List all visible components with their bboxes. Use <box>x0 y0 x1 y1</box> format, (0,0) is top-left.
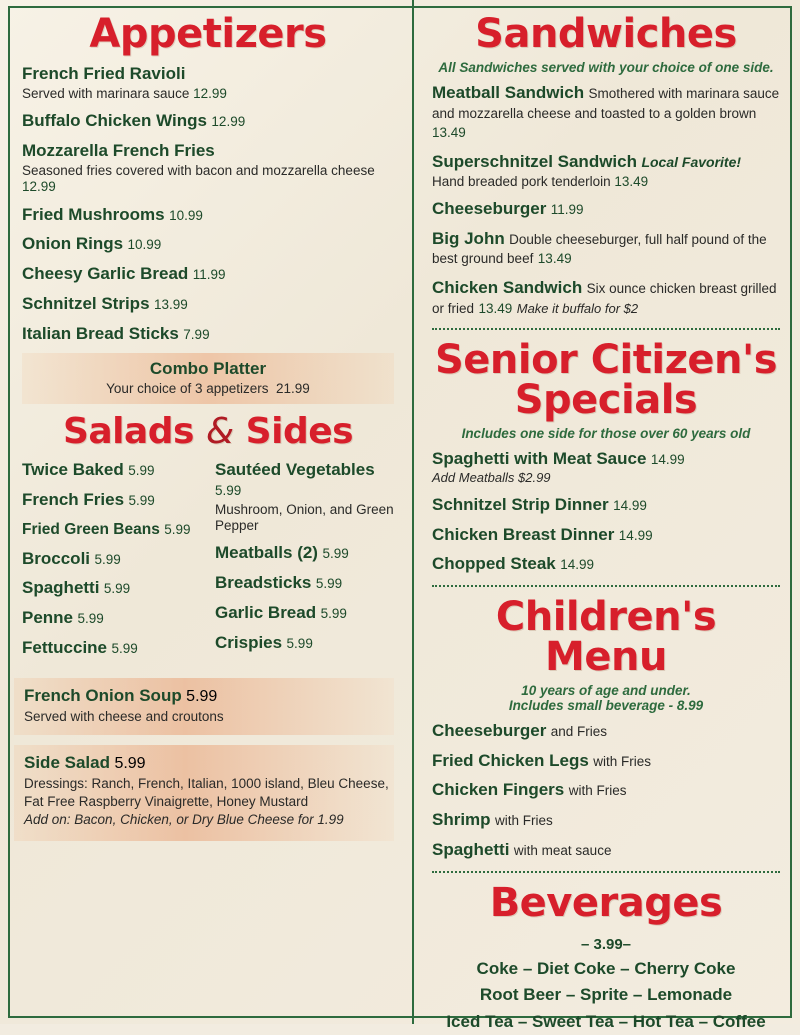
menu-item <box>22 608 201 629</box>
item-price: 5.99 <box>94 551 121 567</box>
menu-item <box>432 525 780 546</box>
menu-item <box>432 751 780 772</box>
item-price: 7.99 <box>183 326 210 342</box>
item-desc: with Fries <box>593 753 652 769</box>
item-name: Garlic Bread <box>215 602 317 622</box>
menu-item <box>22 578 201 599</box>
item-name: Spaghetti with Meat Sauce <box>432 449 647 469</box>
item-name: Chopped Steak <box>432 554 556 574</box>
item-price: 12.99 <box>193 85 227 101</box>
beverages-price: – 3.99– <box>580 935 632 953</box>
item-price: 14.99 <box>613 497 647 513</box>
item-name: Fried Mushrooms <box>22 204 165 224</box>
item-name: Chicken Sandwich <box>432 277 583 297</box>
right-column <box>412 0 800 1031</box>
item-name: Cheeseburger <box>432 198 547 218</box>
item-name: Big John <box>432 228 505 248</box>
item-name: Schnitzel Strip Dinner <box>432 494 609 514</box>
item-desc: Served with cheese and croutons <box>24 708 224 724</box>
sides-column-2 <box>215 460 394 667</box>
item-price: 13.49 <box>478 300 513 316</box>
menu-item <box>22 111 394 132</box>
item-desc: Double cheeseburger, full half pound of the best ground beef <box>432 231 767 267</box>
beverage-line: Coke – Diet Coke – Cherry Coke <box>476 958 736 978</box>
item-price: 14.99 <box>650 452 685 468</box>
item-desc: with meat sauce <box>513 842 612 858</box>
item-price: 11.99 <box>550 201 584 217</box>
item-name: Twice Baked <box>22 460 124 480</box>
item-price: 5.99 <box>322 546 349 562</box>
item-desc: Mushroom, Onion, and Green Pepper <box>215 501 394 533</box>
item-name: Penne <box>22 608 74 628</box>
menu-item <box>432 152 780 190</box>
menu-item <box>432 721 780 742</box>
item-name: French Onion Soup <box>24 685 182 705</box>
item-name: Chicken Breast Dinner <box>432 524 615 544</box>
menu-item <box>432 840 780 861</box>
menu-item <box>432 278 780 318</box>
divider <box>432 328 780 330</box>
item-tag: Local Favorite! <box>641 153 742 170</box>
item-note: Add Meatballs $2.99 <box>432 469 551 485</box>
item-name: Italian Bread Sticks <box>22 323 179 343</box>
combo-desc: Your choice of 3 appetizers 21.99 <box>106 381 310 397</box>
item-desc: Hand breaded pork tenderloin 13.49 <box>432 173 649 189</box>
menu-item <box>432 810 780 831</box>
item-name: Onion Rings <box>22 234 124 254</box>
item-desc: Six ounce chicken breast grilled or fried <box>432 280 777 316</box>
item-price: 13.49 <box>537 251 572 267</box>
item-name: Side Salad <box>24 753 110 773</box>
menu-item <box>432 780 780 801</box>
menu-item <box>22 205 394 226</box>
divider <box>432 585 780 587</box>
menu-item <box>22 549 201 570</box>
item-price: 14.99 <box>560 557 594 573</box>
item-addon: Add on: Bacon, Chicken, or Dry Blue Cheese for 1.99 <box>24 812 344 828</box>
item-name: French Fried Ravioli <box>22 64 186 83</box>
item-price: 5.99 <box>215 483 242 499</box>
salads-sides-heading: Salads & Sides <box>62 411 354 453</box>
item-name: Spaghetti <box>22 578 100 598</box>
item-name: Breadsticks <box>215 573 312 593</box>
french-onion-soup-block <box>14 678 394 736</box>
menu-item <box>215 460 394 534</box>
menu-item <box>215 573 394 594</box>
beverage-line: Iced Tea – Sweet Tea – Hot Tea – Coffee <box>446 1011 766 1031</box>
sandwiches-heading: Sandwiches <box>475 11 737 57</box>
menu-item <box>22 460 201 481</box>
item-desc: Dressings: Ranch, French, Italian, 1000 island, Bleu Cheese, Fat Free Raspberry Vinaigrette, Honey Mustard <box>24 776 389 809</box>
item-name: Chicken Fingers <box>432 780 565 800</box>
item-price: 5.99 <box>77 611 104 627</box>
item-name: Sautéed Vegetables <box>215 460 375 480</box>
menu-item <box>22 64 394 102</box>
item-price: 5.99 <box>320 605 347 621</box>
combo-platter-block <box>22 353 394 404</box>
item-desc: and Fries <box>550 724 608 739</box>
item-price: 10.99 <box>127 237 162 253</box>
item-name: Superschnitzel Sandwich <box>432 151 637 171</box>
senior-note: Includes one side for those over 60 years old <box>461 426 751 442</box>
side-salad-block <box>14 745 394 841</box>
childrens-note: 10 years of age and under. Includes small beverage - 8.99 <box>508 683 704 713</box>
item-price: 13.99 <box>153 296 188 312</box>
item-price: 10.99 <box>169 207 203 223</box>
item-price: 5.99 <box>286 635 313 651</box>
item-price: 5.99 <box>128 463 155 479</box>
item-price: 12.99 <box>211 114 246 130</box>
beverages-heading: Beverages <box>489 879 723 926</box>
item-price: 5.99 <box>114 755 146 773</box>
menu-item <box>215 543 394 564</box>
menu-item <box>215 633 394 654</box>
item-price: 5.99 <box>111 640 138 656</box>
item-price: 5.99 <box>103 581 131 597</box>
item-price: 5.99 <box>186 687 218 705</box>
item-name: Spaghetti <box>432 839 510 859</box>
item-price: 12.99 <box>22 179 56 195</box>
sides-column-1 <box>22 460 201 667</box>
item-name: Cheesy Garlic Bread <box>22 264 189 284</box>
menu-item <box>22 264 394 285</box>
menu-item <box>215 603 394 624</box>
item-price: 5.99 <box>128 493 155 509</box>
item-name: Mozzarella French Fries <box>22 140 215 160</box>
menu-item <box>432 199 780 220</box>
sides-columns <box>22 460 394 667</box>
menu-item <box>432 554 780 575</box>
menu-item <box>432 495 780 516</box>
item-price: 14.99 <box>618 527 653 543</box>
divider <box>432 871 780 873</box>
menu-item <box>22 638 201 659</box>
item-name: Meatballs (2) <box>215 543 318 563</box>
item-name: Fried Green Beans <box>22 520 160 538</box>
appetizers-heading: Appetizers <box>89 11 327 57</box>
menu-item <box>22 324 394 345</box>
combo-title: Combo Platter <box>149 359 267 379</box>
item-name: Crispies <box>215 632 283 652</box>
item-desc: with Fries <box>495 813 553 829</box>
beverage-line: Root Beer – Sprite – Lemonade <box>479 985 733 1005</box>
item-name: Cheeseburger <box>432 721 547 740</box>
item-price: 13.49 <box>432 125 466 141</box>
item-price: 13.49 <box>614 173 649 189</box>
menu-item <box>432 449 780 486</box>
senior-specials-heading: Senior Citizen's Specials <box>434 337 778 424</box>
item-desc: Served with marinara sauce 12.99 <box>22 85 227 101</box>
item-desc: with Fries <box>568 783 627 799</box>
menu-item <box>22 234 394 255</box>
menu-item <box>22 294 394 315</box>
item-name: Buffalo Chicken Wings <box>22 111 207 131</box>
sandwiches-note: All Sandwiches served with your choice of one side. <box>438 60 774 75</box>
beverages-list <box>432 933 780 1035</box>
item-price: 11.99 <box>192 267 226 283</box>
item-name: Meatball Sandwich <box>432 83 585 102</box>
item-price: 5.99 <box>315 576 343 592</box>
item-name: Fried Chicken Legs <box>432 750 589 770</box>
item-desc: Smothered with marinara sauce and mozzarella cheese and toasted to a golden brown <box>432 86 780 121</box>
childrens-menu-heading: Children's Menu <box>495 594 717 680</box>
menu-item <box>432 83 780 143</box>
menu-item <box>22 490 201 511</box>
item-price: 5.99 <box>164 521 191 537</box>
item-desc: Seasoned fries covered with bacon and mozzarella cheese 12.99 <box>22 162 375 195</box>
item-name: French Fries <box>22 490 125 510</box>
item-name: Fettuccine <box>22 637 108 657</box>
item-note: Make it buffalo for $2 <box>516 300 639 316</box>
menu-item <box>22 141 394 196</box>
item-name: Shrimp <box>432 810 491 830</box>
menu-item <box>432 229 780 269</box>
menu-item <box>22 520 201 540</box>
item-name: Broccoli <box>22 548 91 568</box>
item-name: Schnitzel Strips <box>22 293 150 313</box>
